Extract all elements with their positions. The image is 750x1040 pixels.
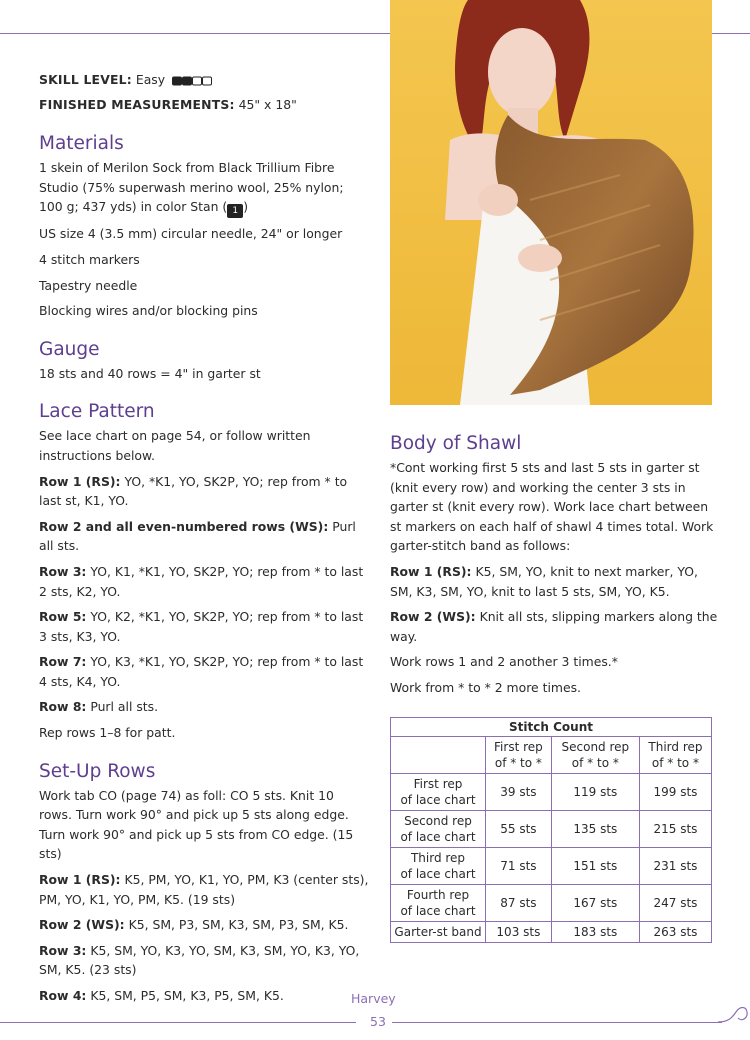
table-row bbox=[391, 921, 712, 942]
cell: 103 sts bbox=[486, 921, 552, 942]
materials-yarn bbox=[39, 158, 369, 218]
cell: 183 sts bbox=[551, 921, 639, 942]
table-corner bbox=[391, 736, 486, 773]
setup-row bbox=[39, 870, 369, 909]
row-label: Row 3: bbox=[39, 563, 87, 579]
lace-row bbox=[39, 607, 369, 646]
materials-item: 4 stitch markers bbox=[39, 251, 140, 267]
table-col-header: Third rep of * to * bbox=[639, 736, 711, 773]
cell: 215 sts bbox=[639, 810, 711, 847]
table-col-header: Second rep of * to * bbox=[551, 736, 639, 773]
row-text: K5, SM, YO, knit to next marker, YO, SM, K3, SM, YO, knit to last 5 sts, SM, YO, K5. bbox=[390, 563, 698, 599]
row-text: K5, SM, YO, K3, YO, SM, K3, SM, YO, K3, YO, SM, K5. (23 sts) bbox=[39, 942, 360, 978]
body-intro: *Cont working first 5 sts and last 5 sts in garter st (knit every row) and working the center 3 sts in garter st (knit every row). Work lace chart between st markers on each half of shawl 4 times total. Work garter-stitch band as follows: bbox=[390, 460, 714, 554]
body-row bbox=[390, 562, 718, 601]
setup-row bbox=[39, 915, 369, 935]
cell: 199 sts bbox=[639, 773, 711, 810]
bottom-rule bbox=[0, 1022, 356, 1023]
row-header: Second rep of lace chart bbox=[391, 810, 486, 847]
row-text: YO, *K1, YO, SK2P, YO; rep from * to last st, K1, YO. bbox=[39, 473, 348, 509]
bottom-rule bbox=[392, 1022, 722, 1023]
row-text: Purl all sts. bbox=[86, 699, 159, 715]
cell: 135 sts bbox=[551, 810, 639, 847]
materials-item: Tapestry needle bbox=[39, 277, 138, 293]
row-text: Knit all sts, slipping markers along the way. bbox=[390, 609, 718, 644]
row-label: Row 8: bbox=[39, 699, 87, 715]
cell: 119 sts bbox=[551, 773, 639, 810]
measurements-label: FINISHED MEASUREMENTS: bbox=[39, 96, 235, 112]
lace-pattern-heading: Lace Pattern bbox=[39, 401, 155, 423]
skill-level-label: SKILL LEVEL: bbox=[39, 72, 132, 87]
lace-row bbox=[39, 472, 369, 511]
row-label: Row 1 (RS): bbox=[39, 872, 121, 888]
row-label: Row 3: bbox=[39, 942, 87, 958]
body-of-shawl-heading: Body of Shawl bbox=[390, 433, 522, 454]
cell: 39 sts bbox=[486, 773, 552, 810]
stitch-count-table bbox=[390, 717, 712, 943]
page-number: 53 bbox=[364, 1014, 392, 1029]
row-label: Row 7: bbox=[39, 654, 87, 670]
skill-level bbox=[39, 70, 369, 90]
materials-item: Blocking wires and/or blocking pins bbox=[39, 303, 258, 319]
setup-intro: Work tab CO (page 74) as foll: CO 5 sts. Knit 10 rows. Turn work 90° and pick up 5 sts along edge. Turn work 90° and pick up 5 sts from CO edge. (15 sts) bbox=[39, 787, 354, 862]
table-row bbox=[391, 773, 712, 810]
row-text: K5, PM, YO, K1, YO, PM, K3 (center sts), PM, YO, K1, YO, PM, K5. (19 sts) bbox=[39, 872, 369, 907]
materials-heading: Materials bbox=[39, 133, 124, 155]
yarn-text: 1 skein of Merilon Sock from Black Trillium Fibre Studio (75% superwash merino wool, 25% nylon; 100 g; 437 yds) in color Stan ( bbox=[39, 160, 344, 215]
row-text: YO, K3, *K1, YO, SK2P, YO; rep from * to last 4 sts, K4, YO. bbox=[39, 654, 364, 689]
lace-repeat: Rep rows 1–8 for patt. bbox=[39, 725, 176, 741]
table-title: Stitch Count bbox=[391, 717, 712, 736]
cell: 263 sts bbox=[639, 921, 711, 942]
table-row bbox=[391, 810, 712, 847]
row-header: Fourth rep of lace chart bbox=[391, 884, 486, 921]
corner-swirl-icon bbox=[716, 994, 750, 1028]
measurements-value: 45" x 18" bbox=[238, 96, 297, 112]
lace-row bbox=[39, 697, 369, 717]
left-column bbox=[39, 70, 369, 1012]
finished-measurements bbox=[39, 95, 369, 115]
lace-row bbox=[39, 517, 369, 556]
setup-row bbox=[39, 986, 369, 1006]
cell: 167 sts bbox=[551, 884, 639, 921]
body-repeat: Work rows 1 and 2 another 3 times.* bbox=[390, 654, 618, 670]
lace-row bbox=[39, 562, 369, 601]
body-row bbox=[390, 607, 718, 646]
body-repeat: Work from * to * 2 more times. bbox=[390, 679, 581, 695]
lace-row bbox=[39, 652, 369, 691]
gauge-heading: Gauge bbox=[39, 338, 100, 360]
row-label: Row 2 (WS): bbox=[390, 609, 476, 625]
table-row bbox=[391, 884, 712, 921]
footer-pattern-name: Harvey bbox=[351, 991, 396, 1006]
skill-level-value: Easy bbox=[135, 72, 166, 87]
row-text: K5, SM, P5, SM, K3, P5, SM, K5. bbox=[86, 988, 284, 1003]
gauge-text: 18 sts and 40 rows = 4" in garter st bbox=[39, 365, 261, 381]
row-header: First rep of lace chart bbox=[391, 773, 486, 810]
top-rule bbox=[0, 33, 390, 34]
row-label: Row 5: bbox=[39, 609, 87, 625]
row-label: Row 2 (WS): bbox=[39, 917, 125, 933]
right-column bbox=[390, 433, 718, 943]
model-shawl-photo bbox=[390, 0, 712, 405]
cell: 87 sts bbox=[486, 884, 552, 921]
lace-intro: See lace chart on page 54, or follow written instructions below. bbox=[39, 428, 311, 463]
cell: 231 sts bbox=[639, 847, 711, 884]
skill-level-indicator-icon bbox=[172, 76, 212, 86]
cell: 55 sts bbox=[486, 810, 552, 847]
row-header: Garter-st band bbox=[391, 921, 486, 942]
row-text: YO, K1, *K1, YO, SK2P, YO; rep from * to last 2 sts, K2, YO. bbox=[39, 563, 364, 599]
yarn-close: ) bbox=[243, 199, 249, 215]
table-col-header: First rep of * to * bbox=[486, 736, 552, 773]
row-header: Third rep of lace chart bbox=[391, 847, 486, 884]
row-text: K5, SM, P3, SM, K3, SM, P3, SM, K5. bbox=[124, 917, 349, 933]
cell: 247 sts bbox=[639, 884, 711, 921]
setup-rows-heading: Set-Up Rows bbox=[39, 760, 156, 782]
row-text: Purl all sts. bbox=[39, 518, 356, 554]
top-rule-right bbox=[712, 33, 750, 34]
row-label: Row 4: bbox=[39, 988, 87, 1003]
row-label: Row 1 (RS): bbox=[390, 563, 472, 579]
cell: 71 sts bbox=[486, 847, 552, 884]
row-text: YO, K2, *K1, YO, SK2P, YO; rep from * to last 3 sts, K3, YO. bbox=[39, 609, 364, 644]
cell: 151 sts bbox=[551, 847, 639, 884]
materials-item: US size 4 (3.5 mm) circular needle, 24" or longer bbox=[39, 226, 343, 242]
setup-row bbox=[39, 941, 369, 980]
row-label: Row 1 (RS): bbox=[39, 473, 121, 489]
yarn-weight-icon: 1 bbox=[227, 204, 243, 218]
row-label: Row 2 and all even-numbered rows (WS): bbox=[39, 518, 329, 534]
table-row bbox=[391, 847, 712, 884]
